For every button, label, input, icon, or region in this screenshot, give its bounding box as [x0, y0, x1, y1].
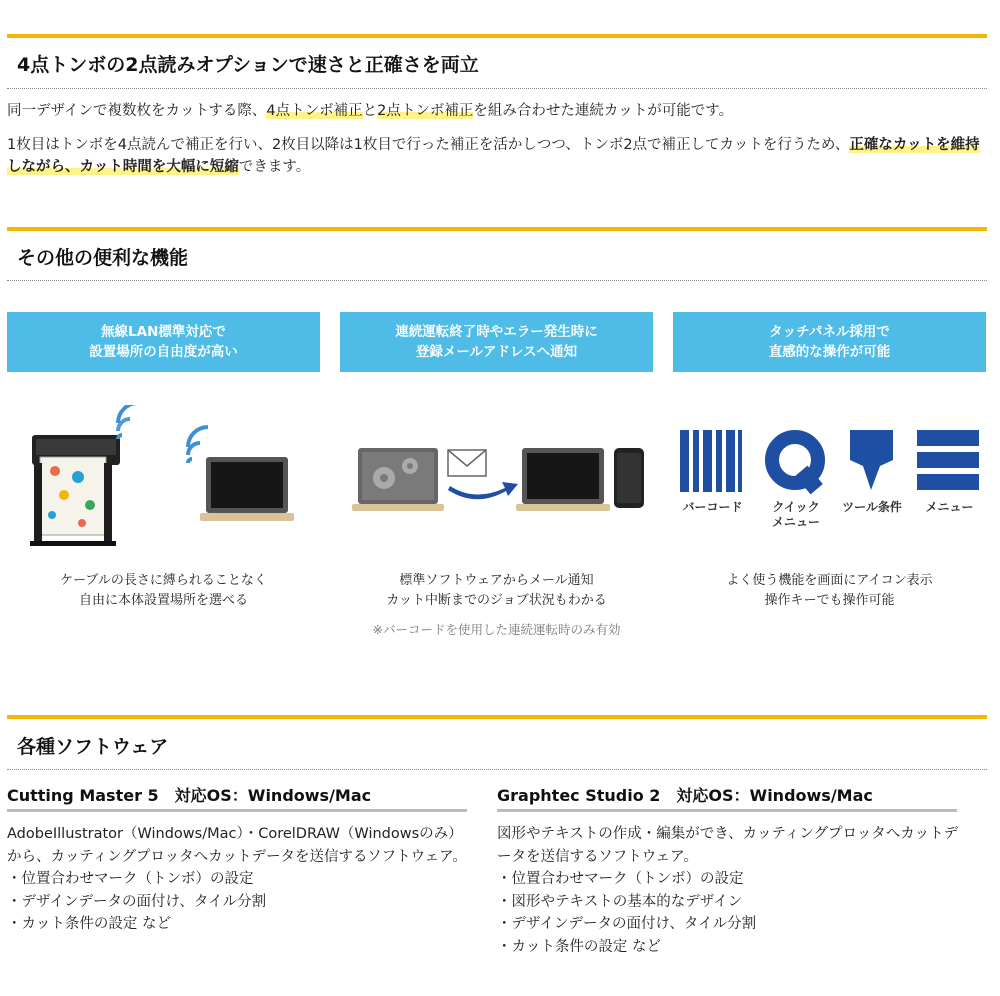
section-title: その他の便利な機能: [17, 247, 189, 269]
laptop-image: [200, 457, 294, 521]
heading-line: タッチパネル採用で: [769, 324, 890, 340]
software-title-graphtec-studio: Graphtec Studio 2 対応OS：Windows/Mac: [497, 783, 957, 812]
feature-heading-touch: [673, 312, 986, 372]
touch-caption: [673, 571, 986, 611]
text: 同一デザインで複数枚をカットする際、: [7, 103, 267, 119]
caption-line: カット中断までのジョブ状況もわかる: [386, 593, 607, 608]
heading-line: 連続運転終了時やエラー発生時に: [395, 324, 598, 340]
section-header-features: [7, 227, 987, 281]
email-illustration: [350, 440, 650, 520]
menu-label: メニュー: [925, 500, 974, 514]
caption-line: 標準ソフトウェアからメール通知: [399, 573, 594, 588]
highlight-2pt: 2点トンボ補正: [377, 103, 474, 119]
highlight-4pt: 4点トンボ補正: [266, 103, 363, 119]
list-item: ・デザインデータの面付け、タイル分割: [7, 893, 267, 910]
software-desc-graphtec-studio: [497, 823, 967, 958]
smartphone-image: [614, 448, 644, 508]
text: と: [362, 103, 378, 119]
wifi-icon-2: [188, 427, 208, 463]
label-line: クイック: [772, 500, 820, 514]
text: を組み合わせた連続カットが可能です。: [473, 103, 734, 119]
laptop-image: [516, 448, 610, 511]
caption-line: 操作キーでも操作可能: [764, 593, 895, 608]
quick-menu-label: [760, 500, 832, 530]
caption-line: よく使う機能を画面にアイコン表示: [726, 573, 933, 588]
tool-condition-label: ツール条件: [842, 500, 902, 514]
barcode-icon: [680, 430, 742, 492]
software-desc: AdobeIllustrator（Windows/Mac）・CorelDRAW（Windowsのみ）から、カッティングプロッタへカットデータを送信するソフトウェア。: [7, 826, 467, 865]
plotter-image: [30, 435, 120, 546]
software-desc-cutting-master: [7, 823, 477, 936]
list-item: ・位置合わせマーク（トンボ）の設定: [7, 871, 254, 887]
feature-heading-wireless: [7, 312, 320, 372]
list-item: ・位置合わせマーク（トンボ）の設定: [497, 871, 744, 887]
caption-line: ケーブルの長さに縛られることなく: [60, 573, 267, 588]
section-header-tombo: [7, 34, 987, 89]
heading-line: 直感的な操作が可能: [768, 344, 891, 360]
list-item: ・カット条件の設定 など: [497, 938, 661, 955]
heading-line: 無線LAN標準対応で: [101, 324, 226, 340]
tombo-paragraph-1: [7, 100, 987, 122]
software-desc: 図形やテキストの作成・編集ができ、カッティングプロッタへカットデータを送信するソフトウェア。: [497, 826, 959, 865]
tombo-paragraph-2: [7, 134, 987, 178]
touch-icons: [675, 428, 985, 498]
text: できます。: [238, 159, 311, 175]
barcode-label: バーコード: [682, 500, 743, 514]
section-header-software: [7, 715, 987, 770]
software-title-cutting-master: Cutting Master 5 対応OS：Windows/Mac: [7, 783, 467, 812]
laptop-gears-image: [352, 448, 444, 511]
caption-line: 自由に本体設置場所を選べる: [78, 593, 248, 608]
section-title: 4点トンボの2点読みオプションで速さと正確さを両立: [17, 54, 479, 76]
q-icon: [772, 437, 823, 494]
highlight-accuracy: 正確なカットを維持しながら、カット時間を大幅に短縮: [7, 137, 980, 175]
section-title: 各種ソフトウェア: [17, 736, 169, 758]
tool-icon: [850, 430, 893, 490]
list-item: ・図形やテキストの基本的なデザイン: [497, 893, 743, 910]
email-caption: [340, 571, 653, 611]
wireless-caption: [7, 571, 320, 611]
menu-icon: [917, 430, 979, 490]
arrow-icon: [448, 482, 518, 499]
label-line: メニュー: [771, 515, 820, 529]
list-item: ・カット条件の設定 など: [7, 916, 171, 932]
wifi-icon: [118, 405, 138, 439]
list-item: ・デザインデータの面付け、タイル分割: [497, 916, 757, 932]
envelope-icon: [448, 450, 486, 476]
wireless-illustration: [20, 405, 310, 550]
heading-line: 設置場所の自由度が高い: [89, 344, 238, 360]
barcode-note: ※バーコードを使用した連続運転時のみ有効: [372, 622, 621, 637]
heading-line: 登録メールアドレスへ通知: [415, 344, 578, 360]
feature-heading-email: [340, 312, 653, 372]
text: 1枚目はトンボを4点読んで補正を行い、2枚目以降は1枚目で行った補正を活かしつつ、トンボ2点で補正してカットを行うため、: [7, 137, 850, 153]
